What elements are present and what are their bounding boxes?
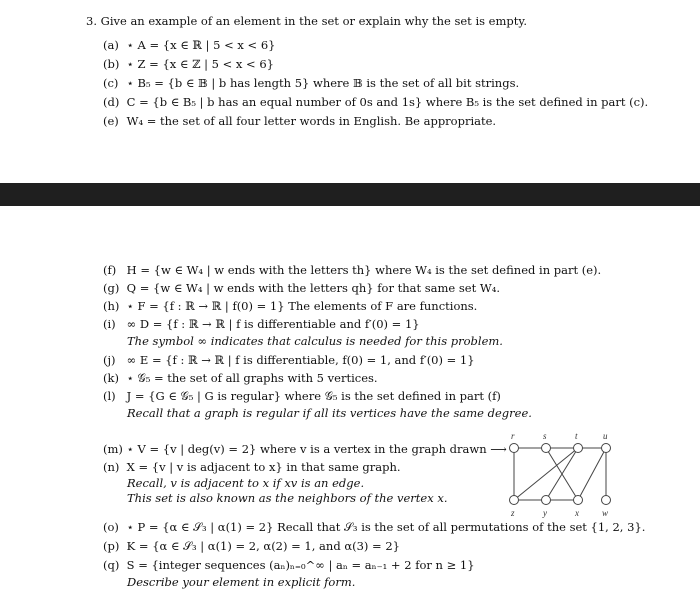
- problem-title: 3. Give an example of an element in the set or explain why the set is empty.: [86, 14, 528, 28]
- item-label: (f): [103, 263, 117, 277]
- item-text: H = {w ∈ W₄ | w ends with the letters th} where W₄ is the set defined in part (e).: [126, 263, 602, 277]
- bottom-page: [0, 206, 700, 601]
- item-c: [103, 76, 519, 90]
- vertex-z: [510, 496, 519, 505]
- label-u: u: [603, 431, 608, 441]
- top-page: [0, 0, 700, 183]
- item-p: [103, 539, 400, 553]
- item-text: ⋆ B₅ = {b ∈ 𝔹 | b has length 5} where 𝔹 is the set of all bit strings.: [126, 76, 520, 90]
- vertex-x: [574, 496, 583, 505]
- edge-tz: [514, 448, 578, 500]
- item-label: (h): [103, 299, 120, 313]
- item-label: (p): [103, 539, 120, 553]
- item-text: C = {b ∈ B₅ | b has an equal number of 0s and 1s} where B₅ is the set defined in part (c).: [126, 95, 649, 109]
- item-label: (i): [103, 317, 116, 331]
- edge-xu: [578, 448, 606, 500]
- label-x: x: [575, 508, 579, 518]
- item-label: (g): [103, 281, 120, 295]
- item-f: [103, 263, 601, 277]
- item-label: (c): [103, 76, 119, 90]
- item-a: [103, 38, 275, 52]
- item-m: [103, 442, 507, 456]
- item-text: ⋆ V = {v | deg(v) = 2} where v is a vertex in the graph drawn ⟶: [126, 442, 507, 456]
- vertex-w: [602, 496, 611, 505]
- item-o: [103, 520, 645, 534]
- item-q: [103, 558, 475, 572]
- item-label: (o): [103, 520, 119, 534]
- item-label: (b): [103, 57, 120, 71]
- item-text: ⋆ Z = {x ∈ ℤ | 5 < x < 6}: [126, 57, 274, 71]
- item-label: (q): [103, 558, 120, 572]
- vertex-u: [602, 444, 611, 453]
- item-text: J = {G ∈ 𝒢₅ | G is regular} where 𝒢₅ is the set defined in part (f): [126, 389, 501, 403]
- item-text: W₄ = the set of all four letter words in English. Be appropriate.: [126, 114, 497, 128]
- label-r: r: [511, 431, 515, 441]
- label-t: t: [575, 431, 578, 441]
- vertex-y: [542, 496, 551, 505]
- item-g: [103, 281, 500, 295]
- item-d: [103, 95, 648, 109]
- item-text: ∞ D = {f : ℝ → ℝ | f is differentiable and f′(0) = 1}: [126, 317, 420, 331]
- note-calculus: The symbol ∞ indicates that calculus is needed for this problem.: [127, 334, 503, 348]
- note-explicit: Describe your element in explicit form.: [127, 575, 356, 589]
- graph-diagram: [498, 430, 618, 522]
- item-b: [103, 57, 274, 71]
- item-label: (e): [103, 114, 119, 128]
- item-k: [103, 371, 378, 385]
- item-label: (a): [103, 38, 119, 52]
- vertex-t: [574, 444, 583, 453]
- note-neighbors: This set is also known as the neighbors of the vertex x.: [127, 491, 448, 505]
- label-w: w: [602, 508, 609, 518]
- item-label: (l): [103, 389, 116, 403]
- item-h: [103, 299, 477, 313]
- item-text: ⋆ A = {x ∈ ℝ | 5 < x < 6}: [126, 38, 276, 52]
- item-text: K = {α ∈ 𝒮₃ | α(1) = 2, α(2) = 1, and α(3) = 2}: [126, 539, 400, 553]
- item-label: (j): [103, 353, 116, 367]
- item-e: [103, 114, 496, 128]
- item-text: ⋆ 𝒢₅ = the set of all graphs with 5 vertices.: [126, 371, 378, 385]
- item-text: ∞ E = {f : ℝ → ℝ | f is differentiable, f(0) = 1, and f′(0) = 1}: [126, 353, 475, 367]
- vertex-s: [542, 444, 551, 453]
- item-n: [103, 460, 401, 474]
- vertex-r: [510, 444, 519, 453]
- note-regular: Recall that a graph is regular if all its vertices have the same degree.: [127, 406, 532, 420]
- label-z: z: [511, 508, 515, 518]
- item-label: (m): [103, 442, 123, 456]
- item-i: [103, 317, 420, 331]
- item-label: (k): [103, 371, 119, 385]
- item-text: ⋆ F = {f : ℝ → ℝ | f(0) = 1} The elements of F are functions.: [126, 299, 478, 313]
- label-y: y: [543, 508, 547, 518]
- note-adjacent: Recall, v is adjacent to x if xv is an edge.: [127, 476, 365, 490]
- item-text: X = {v | v is adjacent to x} in that same graph.: [126, 460, 401, 474]
- item-text: ⋆ P = {α ∈ 𝒮₃ | α(1) = 2} Recall that 𝒮₃ is the set of all permutations of the set {1, 2, 3}.: [126, 520, 646, 534]
- item-text: S = {integer sequences (aₙ)ₙ₌₀^∞ | aₙ = aₙ₋₁ + 2 for n ≥ 1}: [126, 558, 475, 572]
- item-l: [103, 389, 501, 403]
- item-label: (d): [103, 95, 120, 109]
- item-j: [103, 353, 475, 367]
- item-label: (n): [103, 460, 120, 474]
- item-text: Q = {w ∈ W₄ | w ends with the letters qh} for that same set W₄.: [126, 281, 500, 295]
- label-s: s: [543, 431, 547, 441]
